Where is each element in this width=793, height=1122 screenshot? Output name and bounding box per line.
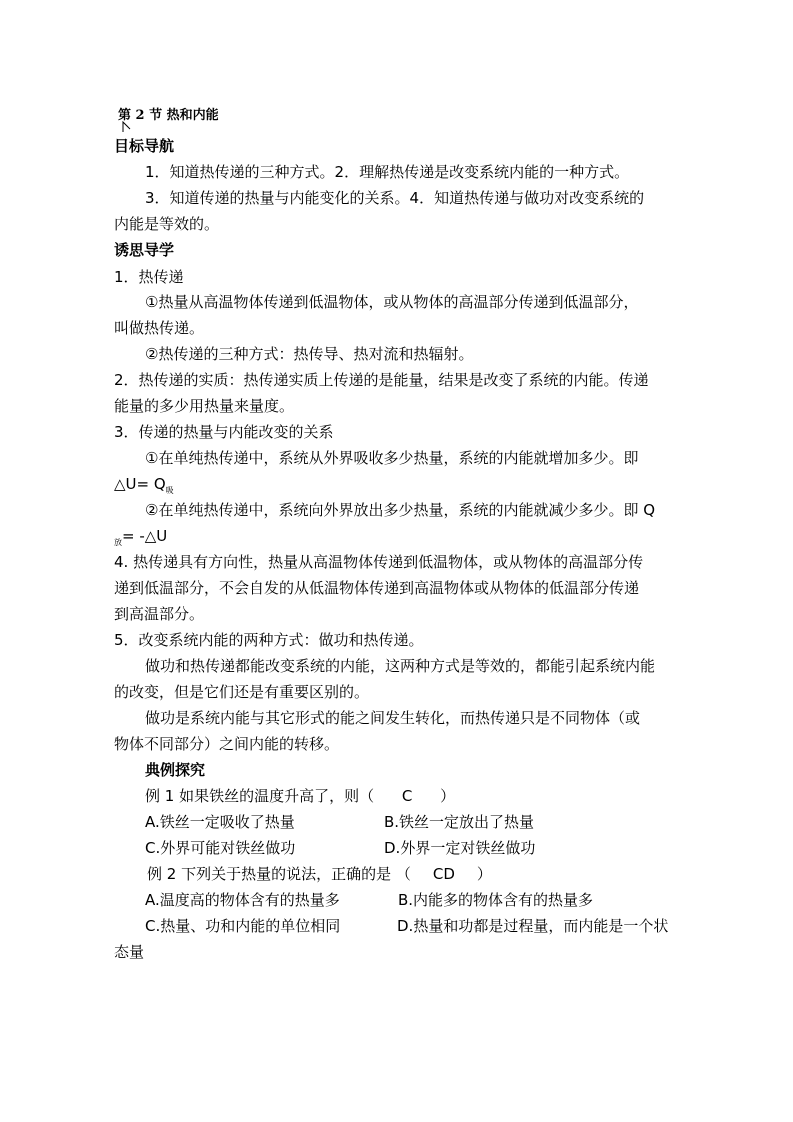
guide-p1-b: ②热传递的三种方式：热传导、热对流和热辐射。 [145, 345, 474, 363]
guide-p4-line-1: 4. 热传递具有方向性，热量从高温物体传递到低温物体，或从物体的高温部分传 [114, 553, 644, 571]
section-title: 第 2 节 热和内能 [118, 108, 219, 123]
formula-subscript: 吸 [165, 486, 174, 495]
example-2-close-paren: ） [476, 865, 492, 883]
example-2-option-a: A.温度高的物体含有的热量多 [145, 891, 340, 909]
guide-p2-line-2: 能量的多少用热量来量度。 [114, 397, 295, 415]
guide-p7-line-2: 物体不同部分）之间内能的转移。 [114, 735, 340, 753]
guide-p3-b-line-1: ②在单纯热传递中，系统向外界放出多少热量，系统的内能就减少多少。即 Q [145, 501, 656, 519]
guide-p1-a-line-1: ①热量从高温物体传递到低温物体，或从物体的高温部分传递到低温部分， [145, 293, 639, 311]
goals-line-3: 内能是等效的。 [114, 215, 220, 233]
guide-p5: 5．改变系统内能的两种方式：做功和热传递。 [114, 631, 424, 649]
guide-p3-a-line-1: ①在单纯热传递中，系统从外界吸收多少热量，系统的内能就增加多少。即 [145, 449, 639, 467]
guide-p6-line-2: 的改变，但是它们还是有重要区别的。 [114, 683, 370, 701]
guide-p3-title: 3．传递的热量与内能改变的关系 [114, 423, 334, 441]
guide-heading: 诱思导学 [114, 241, 175, 259]
formula-main: = -△U [122, 527, 168, 545]
guide-p4-line-3: 到高温部分。 [114, 605, 205, 623]
example-2-question: 例 2 下列关于热量的说法，正确的是 （ [147, 865, 411, 883]
example-1-close-paren: ） [440, 787, 456, 805]
examples-heading: 典例探究 [145, 761, 206, 779]
guide-p1-a-line-2: 叫做热传递。 [114, 319, 205, 337]
formula-subscript: 放 [114, 538, 122, 547]
guide-p1-title: 1．热传递 [114, 268, 184, 286]
example-1-answer: C [401, 787, 413, 805]
guide-p7-line-1: 做功是系统内能与其它形式的能之间发生转化，而热传递只是不同物体（或 [145, 709, 641, 727]
example-2-option-c: C.热量、功和内能的单位相同 [145, 917, 341, 935]
example-1-option-c: C.外界可能对铁丝做功 [145, 839, 296, 857]
goals-line-1: 1．知道热传递的三种方式。2．理解热传递是改变系统内能的一种方式。 [145, 163, 630, 181]
example-2-option-b: B.内能多的物体含有的热量多 [398, 891, 594, 909]
guide-p3-a-formula [114, 474, 174, 495]
example-2-answer: CD [432, 865, 455, 883]
guide-p3-b-formula [114, 526, 167, 547]
example-1-option-b: B.铁丝一定放出了热量 [384, 813, 535, 831]
goals-heading: 目标导航 [114, 137, 175, 155]
guide-p2-line-1: 2．热传递的实质：热传递实质上传递的是能量，结果是改变了系统的内能。传递 [114, 371, 649, 389]
guide-p4-line-2: 递到低温部分，不会自发的从低温物体传递到高温物体或从物体的低温部分传递 [114, 579, 640, 597]
guide-p6-line-1: 做功和热传递都能改变系统的内能，这两种方式是等效的，都能引起系统内能 [145, 657, 656, 675]
example-1-option-d: D.外界一定对铁丝做功 [384, 839, 536, 857]
example-1-question: 例 1 如果铁丝的温度升高了，则（ [145, 787, 375, 805]
example-1-stem [145, 786, 455, 806]
example-2-stem [147, 864, 492, 884]
example-2-option-d-line-2: 态量 [114, 943, 145, 961]
formula-main: △U= Q [114, 475, 166, 493]
goals-line-2: 3．知道传递的热量与内能变化的关系。4．知道热传递与做功对改变系统的 [145, 189, 645, 207]
example-1-option-a: A.铁丝一定吸收了热量 [145, 813, 295, 831]
example-2-option-d-line-1: D.热量和功都是过程量，而内能是一个状 [397, 917, 669, 935]
